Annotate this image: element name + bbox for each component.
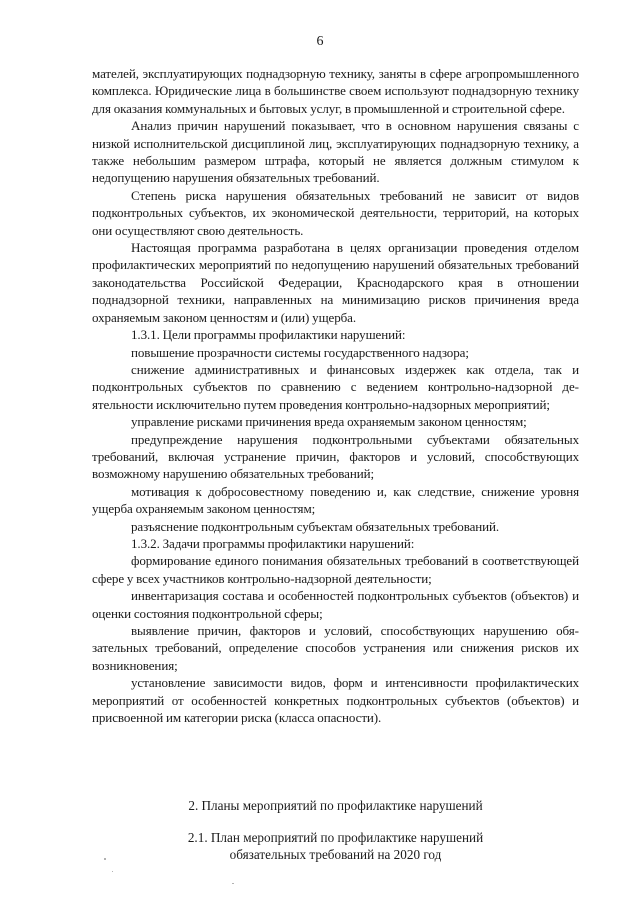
scan-speck <box>104 858 106 860</box>
scan-speck <box>232 883 234 884</box>
paragraph: управление рисками причинения вреда охраняемым законом ценностям; <box>131 414 527 430</box>
subsection-heading-line: 2.1. План мероприятий по профилактике нарушений <box>187 830 484 845</box>
paragraph: предупреждение нарушения подконтрольными субъектами обязательных требований, включая устранение причин, факторов и условий, способствующих возможному нарушению обязательных требований; <box>92 431 579 482</box>
subsection-heading <box>92 829 579 864</box>
page-number: 6 <box>316 34 324 49</box>
scan-speck <box>112 871 113 872</box>
paragraph: инвентаризация состава и особенностей подконтрольных субъектов (объектов) и оценки состояния подконтрольной сферы; <box>92 588 579 621</box>
paragraph: 1.3.2. Задачи программы профилактики нарушений: <box>131 535 415 551</box>
paragraph: Степень риска нарушения обязательных требований не зависит от видов подконтрольных субъектов, их экономической деятельности, территорий, на которых они осуществляют свою деятельность. <box>92 187 579 238</box>
paragraph: мотивация к добросовестному поведению и, как следствие, снижение уровня ущерба охраняемым законом ценностям; <box>92 483 579 517</box>
paragraph: 1.3.1. Цели программы профилактики нарушений: <box>131 327 406 343</box>
paragraph: выявление причин, факторов и условий, способствующих нарушению обязательных требований, определение способов устранения или снижения рисков их возникновения; <box>92 623 579 673</box>
paragraph: Анализ причин нарушений показывает, что в основном нарушения связаны с низкой исполнительской дисциплиной лиц, эксплуатирующих поднадзорную технику, а также небольшим размером штрафа, который не является должным стимулом к недопущению нарушения обязательных требований. <box>92 118 579 186</box>
paragraph: повышение прозрачности системы государственного надзора; <box>131 344 469 360</box>
section-heading: 2. Планы мероприятий по профилактике нарушений <box>188 798 483 813</box>
paragraph: снижение административных и финансовых издержек как отдела, так и подконтрольных субъектов по сравнению с ведением контрольно-надзорной деятельности исключительно путем проведения контрольно-надзорных мероприятий; <box>92 361 579 412</box>
paragraph: мателей, эксплуатирующих поднадзорную технику, заняты в сфере агропромышленного комплекса. Юридические лица в большинстве своем используют поднадзорную технику для оказания коммунальных и бытовых услуг, в промышленной и строительной сфере. <box>92 66 579 116</box>
paragraph: Настоящая программа разработана в целях организации проведения отделом профилактических мероприятий по недопущению нарушений обязательных требований законодательства Российской Федерации, Краснодарского края в отношении поднадзорной техники, направленных на минимизацию рисков причинения вреда охраняемым законом ценностям и (или) ущерба. <box>92 240 579 325</box>
body-text <box>92 65 579 726</box>
paragraph: разъяснение подконтрольным субъектам обязательных требований. <box>131 518 500 534</box>
paragraph: установление зависимости видов, форм и интенсивности профилактических мероприятий от особенностей конкретных подконтрольных субъектов (объектов) и присвоенной им категории риска (класса опасности). <box>92 675 579 726</box>
paragraph: формирование единого понимания обязательных требований в соответствующей сфере у всех участников контрольно-надзорной деятельности; <box>92 553 579 586</box>
subsection-heading-line: обязательных требований на 2020 год <box>229 847 442 863</box>
